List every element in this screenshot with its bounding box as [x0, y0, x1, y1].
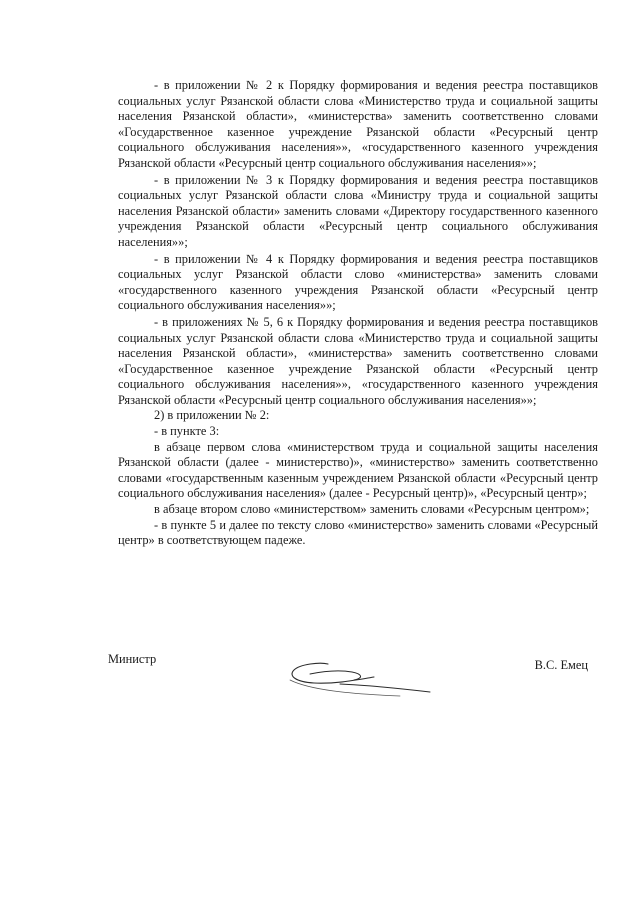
paragraph-point-5: - в пункте 5 и далее по тексту слово «министерство» заменить словами «Ресурсный центр» в соответствующем падеже.	[118, 517, 598, 548]
paragraph-appendix-4: - в приложении № 4 к Порядку формирования и ведения реестра поставщиков социальных услуг Рязанской области слово «министерства» заменить словами «государственного казенного учреждения Рязанской области «Ресурсный центр социального обслуживания населения»»;	[118, 251, 598, 313]
paragraph-appendix-5-6: - в приложениях № 5, 6 к Порядку формирования и ведения реестра поставщиков социальных услуг Рязанской области слова «Министерство труда и социальной защиты населения Рязанской области», «министерства» заменить соответственно словами «Государственное казенное учреждение Рязанской области «Ресурсный центр социального обслуживания населения»», «государственного казенного учреждения Рязанской области «Ресурсный центр социального обслуживания населения»»;	[118, 314, 598, 407]
paragraph-appendix-2: - в приложении № 2 к Порядку формирования и ведения реестра поставщиков социальных услуг Рязанской области слова «Министерство труда и социальной защиты населения Рязанской области», «министерства» заменить соответственно словами «Государственное казенное учреждение Рязанской области «Ресурсный центр социального обслуживания населения»», «государственного казенного учреждения Рязанской области «Ресурсный центр социального обслуживания населения»»;	[118, 78, 598, 170]
signatory-name: В.С. Емец	[534, 658, 588, 672]
paragraph-second-abzac: в абзаце втором слово «министерством» заменить словами «Ресурсным центром»;	[154, 502, 590, 517]
signature-block	[108, 650, 600, 710]
paragraph-appendix-3: - в приложении № 3 к Порядку формирования и ведения реестра поставщиков социальных услуг Рязанской области слова «Министру труда и социальной защиты населения Рязанской области» заменить словами «Директору государственного казенного учреждения Рязанской области «Ресурсный центр социального обслуживания населения»»;	[118, 172, 598, 249]
signatory-title: Министр	[108, 652, 157, 666]
handwritten-signature	[280, 650, 440, 698]
paragraph-first-abzac: в абзаце первом слова «министерством труда и социальной защиты населения Рязанской области (далее - министерство)», «министерство» заменить соответственно словами «государственным казенным учреждением Рязанской области «Ресурсный центр социального обслуживания населения» (далее - Ресурсный центр)», «Ресурсный центр»;	[118, 439, 598, 501]
paragraph-point-3: - в пункте 3:	[154, 424, 220, 439]
document-body	[118, 78, 598, 549]
paragraph-item-2: 2) в приложении № 2:	[154, 408, 270, 423]
